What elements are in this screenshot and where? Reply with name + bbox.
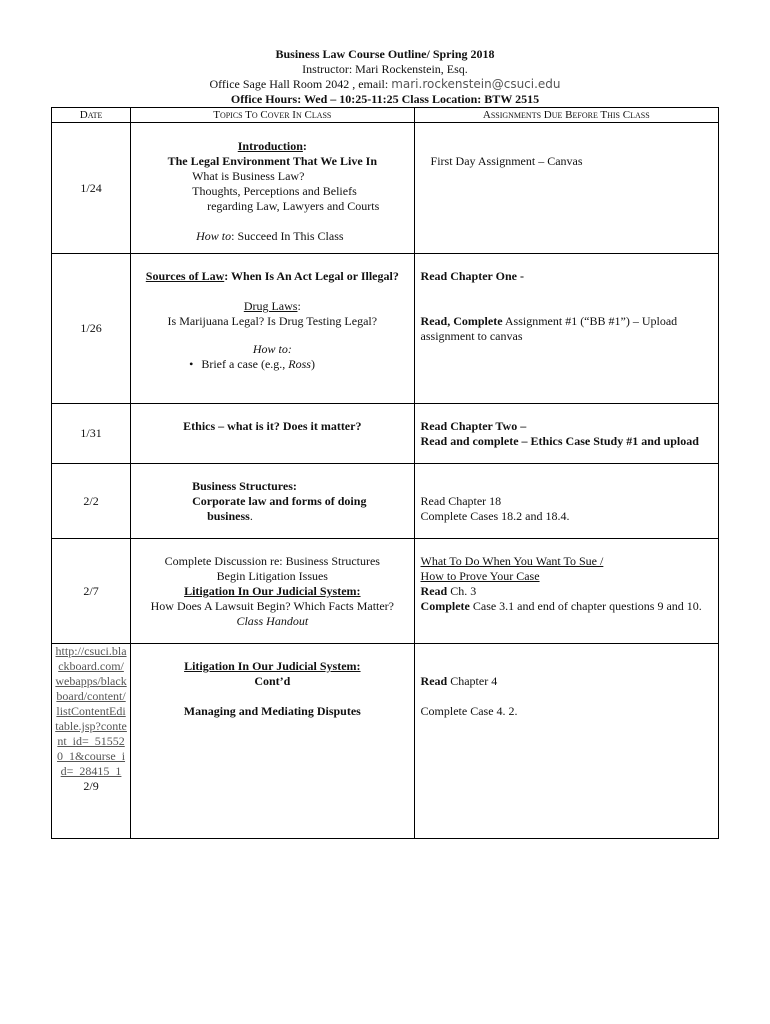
topic-line: How to: Succeed In This Class (196, 229, 344, 243)
topics-cell (131, 404, 414, 464)
date-text: 2/9 (83, 779, 99, 793)
assignment-line: Read and complete – Ethics Case Study #1 and upload (420, 434, 699, 448)
assignments-cell (414, 254, 718, 404)
table-header-row (52, 108, 719, 123)
assignment-line: Read Ch. 3 (420, 584, 477, 598)
table-row (52, 123, 719, 254)
table-row (52, 254, 719, 404)
office-line (0, 77, 770, 92)
date-cell: 2/2 (52, 464, 131, 539)
assignment-line: How to Prove Your Case (420, 569, 540, 583)
topic-line: Drug Laws: (243, 299, 301, 313)
topic-line: Cont’d (254, 674, 291, 688)
topic-line: Business Structures: (192, 479, 297, 493)
topic-line: Thoughts, Perceptions and Beliefs (192, 184, 357, 198)
email-address[interactable]: mari.rockenstein@csuci.edu (391, 77, 561, 91)
course-title: Business Law Course Outline/ Spring 2018 (275, 47, 495, 61)
assignment-line: Read Chapter One - (420, 269, 524, 283)
topic-line: Corporate law and forms of doing (192, 494, 367, 508)
assignment-line: Complete Cases 18.2 and 18.4. (420, 509, 570, 523)
topics-cell (131, 464, 414, 539)
topic-line: Litigation In Our Judicial System: (184, 659, 361, 673)
topic-line: Introduction: (237, 139, 307, 153)
table-row (52, 464, 719, 539)
assignments-cell (414, 123, 718, 254)
assignments-cell (414, 644, 718, 839)
topic-line: Sources of Law: When Is An Act Legal or Illegal? (145, 269, 399, 283)
assignments-cell (414, 539, 718, 644)
instructor-line: Instructor: Mari Rockenstein, Esq. (302, 62, 468, 76)
topic-line: How Does A Lawsuit Begin? Which Facts Matter? (150, 599, 395, 613)
topics-column-header: Topics To Cover In Class (131, 108, 414, 123)
topic-line: Is Marijuana Legal? Is Drug Testing Legal? (167, 314, 378, 328)
office-text: Office Sage Hall Room 2042 , email: (209, 77, 392, 91)
topic-line: Class Handout (236, 614, 309, 628)
assignment-line: What To Do When You Want To Sue / (420, 554, 604, 568)
date-cell: 2/7 (52, 539, 131, 644)
assignment-line: Read Chapter 18 (420, 494, 502, 508)
date-column-header: Date (52, 108, 131, 123)
assignments-cell (414, 404, 718, 464)
table-row (52, 404, 719, 464)
topics-cell (131, 254, 414, 404)
office-hours-line: Office Hours: Wed – 10:25-11:25 Class Location: BTW 2515 (230, 92, 540, 106)
table-row (52, 644, 719, 839)
topic-line: business. (207, 509, 253, 523)
topic-line: Managing and Mediating Disputes (183, 704, 361, 718)
date-cell: 1/24 (52, 123, 131, 254)
assignment-line: Read Chapter Two – (420, 419, 527, 433)
list-item: • Brief a case (e.g., Ross) (189, 357, 413, 372)
assignment-line: Read Chapter 4 (420, 674, 498, 688)
document-header (0, 47, 770, 107)
assignment-line: First Day Assignment – Canvas (430, 154, 583, 168)
topic-line: Complete Discussion re: Business Structures (164, 554, 380, 568)
date-cell (52, 644, 131, 839)
assignments-cell (414, 464, 718, 539)
blackboard-link[interactable]: http://csuci.blackboard.com/webapps/blackboard/content/listContentEditable.jsp?content_id=_515520_1&course_id=_28415_1 (55, 644, 127, 778)
date-cell: 1/26 (52, 254, 131, 404)
topics-cell (131, 644, 414, 839)
topic-bullet-list (131, 357, 413, 372)
assignment-line: Complete Case 3.1 and end of chapter questions 9 and 10. (420, 599, 702, 613)
assignments-column-header: Assignments Due Before This Class (414, 108, 718, 123)
date-cell: 1/31 (52, 404, 131, 464)
topics-cell (131, 539, 414, 644)
topic-line: Ethics – what is it? Does it matter? (183, 419, 362, 433)
topic-line: What is Business Law? (192, 169, 305, 183)
topics-cell (131, 123, 414, 254)
assignment-line: Complete Case 4. 2. (420, 704, 518, 718)
topic-line: regarding Law, Lawyers and Courts (207, 199, 380, 213)
table-row (52, 539, 719, 644)
topic-line: Begin Litigation Issues (216, 569, 328, 583)
course-schedule-table (51, 107, 719, 839)
topic-line: Litigation In Our Judicial System: (184, 584, 361, 598)
topic-line: The Legal Environment That We Live In (167, 154, 377, 168)
assignment-line: Read, Complete Assignment #1 (“BB #1”) – Upload assignment to canvas (420, 314, 678, 343)
topic-line: How to: (252, 342, 292, 356)
